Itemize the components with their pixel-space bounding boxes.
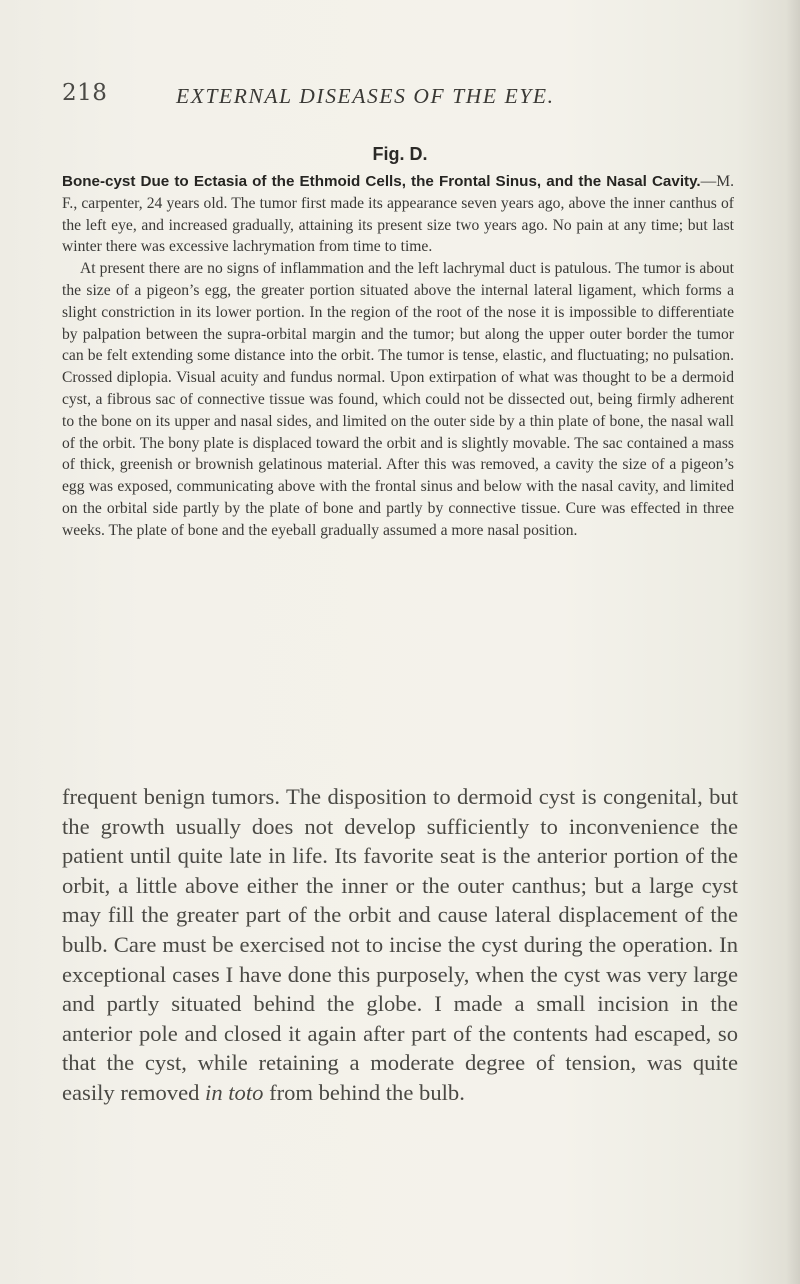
running-head — [62, 80, 662, 116]
case-first-paragraph — [62, 171, 734, 258]
page-number: 218 — [62, 80, 108, 106]
body-paragraph — [62, 782, 738, 1108]
body-text-start: frequent benign tumors. The disposition to dermoid cyst is congenital, but the growth usually does not develop sufficiently to inconvenience the patient until quite late in life. Its favorite seat is the anterior portion of the orbit, a little above either the inner or the outer canthus; but a large cyst may fill the greater part of the orbit and cause lateral displacement of the bulb. Care must be exercised not to incise the cyst during the operation. In exceptional cases I have done this purposely, when the cyst was very large and partly situated behind the globe. I made a small incision in the anterior pole and closed it again after part of the contents had escaped, so that the cyst, while retaining a moderate degree of tension, was quite easily removed — [62, 784, 738, 1105]
figure-case-report — [62, 171, 734, 542]
case-second-paragraph: At present there are no signs of inflammation and the left lachrymal duct is patulous. The tumor is about the size of a pigeon’s egg, the greater portion situated above the internal lateral ligament, which forms a slight constriction in its lower portion. In the region of the root of the nose it is impossible to differentiate by palpation between the supra-orbital margin and the tumor; but along the upper outer border the tumor can be felt extending some distance into the orbit. The tumor is tense, elastic, and fluctuating; no pulsation. Crossed diplopia. Visual acuity and fundus normal. Upon extirpation of what was thought to be a dermoid cyst, a fibrous sac of connective tissue was found, which could not be dissected out, being firmly adherent to the bone on its upper and nasal sides, and limited on the outer side by a thin plate of bone, the nasal wall of the orbit. The bony plate is displaced toward the orbit and is slightly movable. The sac contained a mass of thick, greenish or brownish gelatinous material. After this was removed, a cavity the size of a pigeon’s egg was exposed, communicating above with the frontal sinus and below with the nasal cavity, and limited on the orbital side partly by the plate of bone and partly by connective tissue. Cure was effected in three weeks. The plate of bone and the eyeball gradually assumed a more nasal position. — [62, 260, 734, 539]
running-title: EXTERNAL DISEASES OF THE EYE. — [176, 84, 555, 108]
page-edge-shadow — [786, 0, 800, 1284]
italic-phrase: in toto — [205, 1079, 264, 1105]
body-text-end: from behind the bulb. — [263, 1079, 465, 1105]
figure-label: Fig. D. — [372, 144, 428, 164]
case-intro: —M. F., carpenter, 24 years old. The tumor first made its appearance seven years ago, above the inner canthus of the left eye, and increased gradually, attaining its present size two years ago. No pain at any time; but last winter there was excessive lachrymation from time to time. — [62, 173, 734, 256]
case-heading: Bone-cyst Due to Ectasia of the Ethmoid Cells, the Frontal Sinus, and the Nasal Cavity. — [62, 173, 701, 190]
